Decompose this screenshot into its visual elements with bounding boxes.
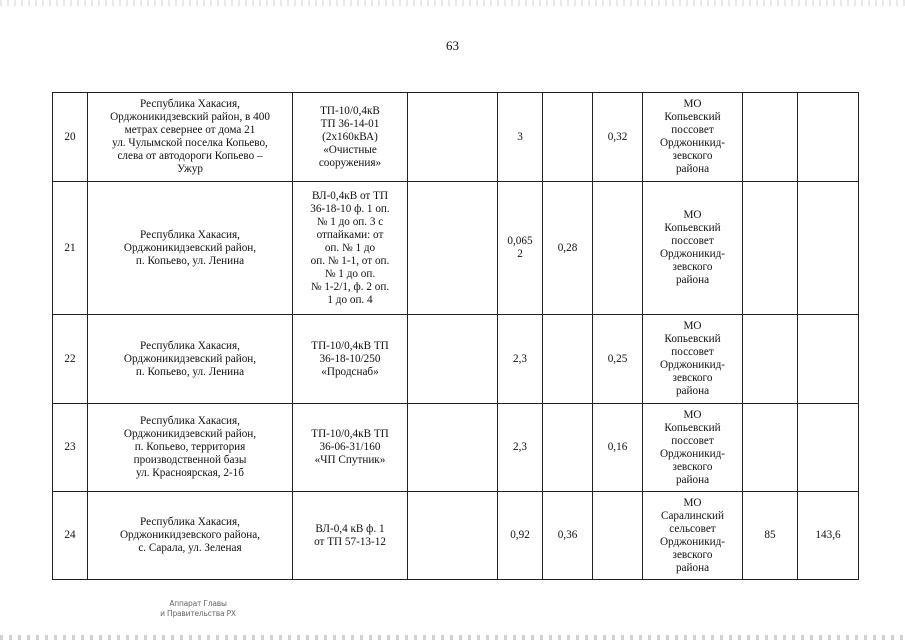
object-cell-line: оп. № 1-1, от оп. [310,254,390,267]
object-cell-line: № 1-2/1, ф. 2 оп. [310,280,390,293]
municipality-cell [643,404,743,492]
municipality-cell-line: МО [683,320,702,332]
value-cell-4 [498,315,543,404]
row-number-cell: 22 [53,315,88,404]
object-cell-line: оп. № 1 до [324,241,376,254]
address-cell-line: Орджоникидзевского района, [119,529,261,541]
address-cell [88,93,293,182]
scan-edge-bottom [0,635,905,640]
value-cell-5: 0,28 [543,182,593,315]
value-cell-9 [798,404,859,492]
address-cell [88,492,293,580]
object-cell-line: № 1 до оп. 3 с [316,215,384,228]
municipality-cell-line: зевского [672,372,713,384]
address-cell-line: Республика Хакасия, [140,98,240,110]
object-cell-line: от ТП 57-13-12 [314,535,386,548]
municipality-cell [643,182,743,315]
value-cell-4 [498,182,543,315]
value-cell-4 [498,93,543,182]
municipality-cell-line: Копьевский [664,222,721,234]
municipality-cell-line: зевского [672,261,713,273]
value-cell-9: 143,6 [798,492,859,580]
municipality-cell-line: МО [683,408,702,421]
row-number-cell: 23 [53,404,88,492]
object-cell-line: ВЛ-0,4кВ от ТП [311,189,389,202]
municipality-cell-line: Орджоникид- [659,248,726,260]
object-cell-line: 36-06-31/160 [319,441,381,453]
municipality-cell-line: МО [683,98,702,110]
municipality-cell-line: района [675,473,710,486]
object-cell-line: «Очистные [323,143,377,156]
value-cell-4-line: 0,92 [510,529,530,541]
scan-edge-top [0,0,905,6]
object-cell-line: ТП-10/0,4кВ [320,104,380,117]
value-cell-3 [408,315,498,404]
municipality-cell-line: зевского [672,460,713,473]
value-cell-9 [798,182,859,315]
table-row [53,93,859,182]
municipality-cell-line: Орджоникид- [659,535,726,548]
municipality-cell-line: Копьевский [664,421,721,434]
object-cell-line: ТП-10/0,4кВ ТП [311,428,389,440]
municipality-cell-line: зевского [672,150,713,162]
address-cell-line: Республика Хакасия, [140,516,240,528]
data-table [52,92,859,580]
address-cell [88,315,293,404]
municipality-cell-line: сельсовет [669,522,716,535]
value-cell-4-line: 0,065 [507,235,533,247]
value-cell-6 [593,182,643,315]
table-row [53,492,859,580]
municipality-cell-line: Орджоникид- [659,137,726,149]
value-cell-5 [543,404,593,492]
municipality-cell-line: Орджоникид- [659,359,726,371]
municipality-cell [643,93,743,182]
municipality-cell-line: МО [683,209,702,221]
municipality-cell-line: поссовет [671,434,714,447]
object-cell-line: «ЧП Спутник» [314,454,386,466]
address-cell-line: Республика Хакасия, [140,415,240,427]
value-cell-6: 0,25 [593,315,643,404]
object-cell [293,492,408,580]
object-cell-line: ТП-10/0,4кВ ТП [311,339,389,352]
municipality-cell-line: МО [683,496,702,509]
value-cell-8 [743,315,798,404]
value-cell-9 [798,93,859,182]
value-cell-6: 0,16 [593,404,643,492]
object-cell-line: (2х160кВА) [322,130,378,143]
value-cell-6 [593,492,643,580]
value-cell-4-line: 3 [517,130,523,143]
stamp-line: и Правительства РХ [160,609,236,618]
municipality-cell-line: поссовет [671,235,714,247]
address-cell-line: Республика Хакасия, [140,339,240,352]
object-cell-line: 1 до оп. 4 [327,293,373,306]
value-cell-3 [408,93,498,182]
page-number: 63 [446,38,459,53]
municipality-cell-line: Копьевский [664,333,721,345]
value-cell-3 [408,492,498,580]
object-cell-line: «Продснаб» [321,365,379,378]
address-cell-line: ул. Красноярская, 2-1б [136,467,244,479]
value-cell-9 [798,315,859,404]
value-cell-4-line: 2,3 [513,441,527,453]
object-cell-line: 36-18-10/250 [319,352,381,365]
address-cell [88,404,293,492]
value-cell-4 [498,492,543,580]
value-cell-8 [743,182,798,315]
row-number-cell: 20 [53,93,88,182]
municipality-cell-line: зевского [672,548,713,561]
value-cell-8 [743,404,798,492]
value-cell-4 [498,404,543,492]
object-cell [293,93,408,182]
value-cell-3 [408,182,498,315]
value-cell-4-line: 2,3 [513,352,527,365]
address-cell [88,182,293,315]
municipality-cell-line: поссовет [671,346,714,358]
municipality-cell-line: района [675,385,710,397]
address-cell-line: производственной базы [133,454,247,466]
municipality-cell [643,315,743,404]
object-cell [293,315,408,404]
municipality-cell-line: Копьевский [664,111,721,123]
value-cell-4-line: 2 [517,248,523,260]
address-cell-line: Орджоникидзевский район, [123,428,257,440]
table-row [53,404,859,492]
object-cell-line: сооружения» [318,156,382,169]
address-cell-line: ул. Чулымской поселка Копьево, [112,137,268,149]
object-cell-line: отпайками: от [316,228,384,241]
municipality-cell-line: поссовет [671,124,714,136]
municipality-cell-line: Саралинский [660,509,725,522]
value-cell-5 [543,93,593,182]
municipality-cell-line: района [675,163,710,175]
municipality-cell [643,492,743,580]
address-cell-line: п. Копьево, ул. Ленина [135,254,245,267]
municipality-cell-line: района [675,274,710,286]
object-cell [293,182,408,315]
address-cell-line: Ужур [177,163,203,175]
value-cell-3 [408,404,498,492]
row-number-cell: 21 [53,182,88,315]
address-cell-line: метрах севернее от дома 21 [124,124,256,136]
value-cell-6: 0,32 [593,93,643,182]
address-cell-line: Орджоникидзевский район, в 400 [110,111,270,123]
object-cell-line: 36-18-10 ф. 1 оп. [310,202,390,215]
address-cell-line: Орджоникидзевский район, [123,241,257,254]
municipality-cell-line: района [675,561,710,574]
value-cell-8: 85 [743,492,798,580]
address-cell-line: слева от автодороги Копьево – [117,150,263,162]
value-cell-8 [743,93,798,182]
address-cell-line: Орджоникидзевский район, [123,352,257,365]
table-row [53,315,859,404]
object-cell [293,404,408,492]
object-cell-line: ВЛ-0,4 кВ ф. 1 [315,522,385,535]
archive-stamp [148,599,248,619]
address-cell-line: Республика Хакасия, [140,228,240,241]
object-cell-line: № 1 до оп. [324,267,376,280]
stamp-line: Аппарат Главы [169,599,227,608]
municipality-cell-line: Орджоникид- [659,447,726,460]
value-cell-5 [543,315,593,404]
row-number-cell: 24 [53,492,88,580]
address-cell-line: п. Копьево, территория [134,441,246,453]
table-row [53,182,859,315]
address-cell-line: с. Сарала, ул. Зеленая [138,542,242,554]
object-cell-line: ТП 36-14-01 [320,117,380,130]
address-cell-line: п. Копьево, ул. Ленина [135,365,245,378]
value-cell-5: 0,36 [543,492,593,580]
